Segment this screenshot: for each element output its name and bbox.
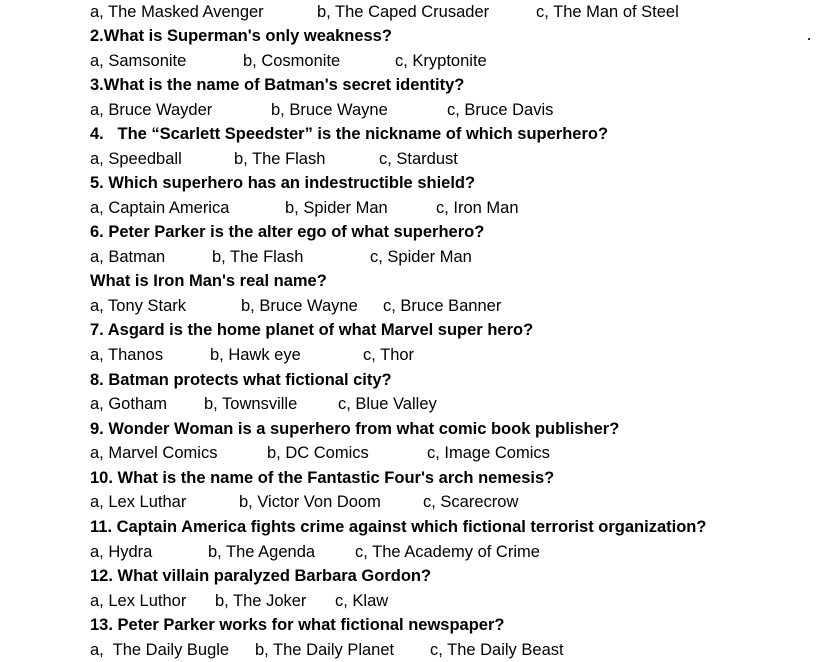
answer-option: b, Townsville <box>204 395 298 413</box>
stray-mark <box>808 38 810 40</box>
answer-option: c, Kryptonite <box>395 52 487 70</box>
question-text: 8. Batman protects what fictional city? <box>90 371 392 389</box>
question-text: 5. Which superhero has an indestructible shield? <box>90 174 476 192</box>
answer-option: c, The Daily Beast <box>430 641 564 659</box>
answer-option: c, The Academy of Crime <box>355 543 540 561</box>
answer-option: c, Scarecrow <box>423 493 519 511</box>
answer-option: b, Victor Von Doom <box>239 493 381 511</box>
answer-option: a, Marvel Comics <box>90 444 218 462</box>
answer-option: c, Bruce Banner <box>383 297 502 315</box>
question-text: 6. Peter Parker is the alter ego of what superhero? <box>90 223 485 241</box>
answer-option: b, The Flash <box>212 248 304 266</box>
answer-option: a, The Masked Avenger <box>90 3 264 21</box>
answer-option: b, Cosmonite <box>243 52 341 70</box>
answer-option: a, Tony Stark <box>90 297 186 315</box>
question-text: 11. Captain America fights crime against which fictional terrorist organization? <box>90 518 707 536</box>
answer-option: b, The Caped Crusader <box>317 3 490 21</box>
answer-option: b, The Daily Planet <box>255 641 395 659</box>
answer-option: b, The Flash <box>234 150 326 168</box>
answer-option: c, Stardust <box>379 150 458 168</box>
question-text: 12. What villain paralyzed Barbara Gordon? <box>90 567 432 585</box>
answer-option: c, Spider Man <box>370 248 472 266</box>
answer-option: b, Spider Man <box>285 199 388 217</box>
question-text: What is Iron Man's real name? <box>90 272 327 290</box>
answer-option: c, Bruce Davis <box>447 101 554 119</box>
answer-option: a, Hydra <box>90 543 153 561</box>
answer-option: a, Lex Luthor <box>90 592 187 610</box>
answer-option: c, The Man of Steel <box>536 3 679 21</box>
question-text: 9. Wonder Woman is a superhero from what comic book publisher? <box>90 420 620 438</box>
answer-option: a, Captain America <box>90 199 230 217</box>
answer-option: a, Gotham <box>90 395 168 413</box>
answer-option: c, Klaw <box>335 592 389 610</box>
answer-option: b, Bruce Wayne <box>271 101 388 119</box>
answer-option: a, Thanos <box>90 346 164 364</box>
question-text: 4. The “Scarlett Speedster” is the nickname of which superhero? <box>90 125 609 143</box>
answer-option: a, The Daily Bugle <box>90 641 230 659</box>
question-text: 13. Peter Parker works for what fictional newspaper? <box>90 616 505 634</box>
answer-option: a, Samsonite <box>90 52 187 70</box>
answer-option: b, Hawk eye <box>210 346 301 364</box>
answer-option: b, Bruce Wayne <box>241 297 358 315</box>
answer-option: c, Image Comics <box>427 444 550 462</box>
question-text: 2.What is Superman's only weakness? <box>90 27 392 45</box>
answer-option: b, The Joker <box>215 592 307 610</box>
answer-option: c, Thor <box>363 346 415 364</box>
answer-option: b, DC Comics <box>267 444 369 462</box>
answer-option: c, Iron Man <box>436 199 519 217</box>
answer-option: a, Batman <box>90 248 166 266</box>
answer-option: a, Bruce Wayder <box>90 101 213 119</box>
answer-option: a, Lex Luthar <box>90 493 187 511</box>
question-text: 3.What is the name of Batman's secret identity? <box>90 76 465 94</box>
question-text: 7. Asgard is the home planet of what Marvel super hero? <box>90 321 534 339</box>
answer-option: b, The Agenda <box>208 543 316 561</box>
question-text: 10. What is the name of the Fantastic Four's arch nemesis? <box>90 469 555 487</box>
answer-option: a, Speedball <box>90 150 182 168</box>
answer-option: c, Blue Valley <box>338 395 437 413</box>
